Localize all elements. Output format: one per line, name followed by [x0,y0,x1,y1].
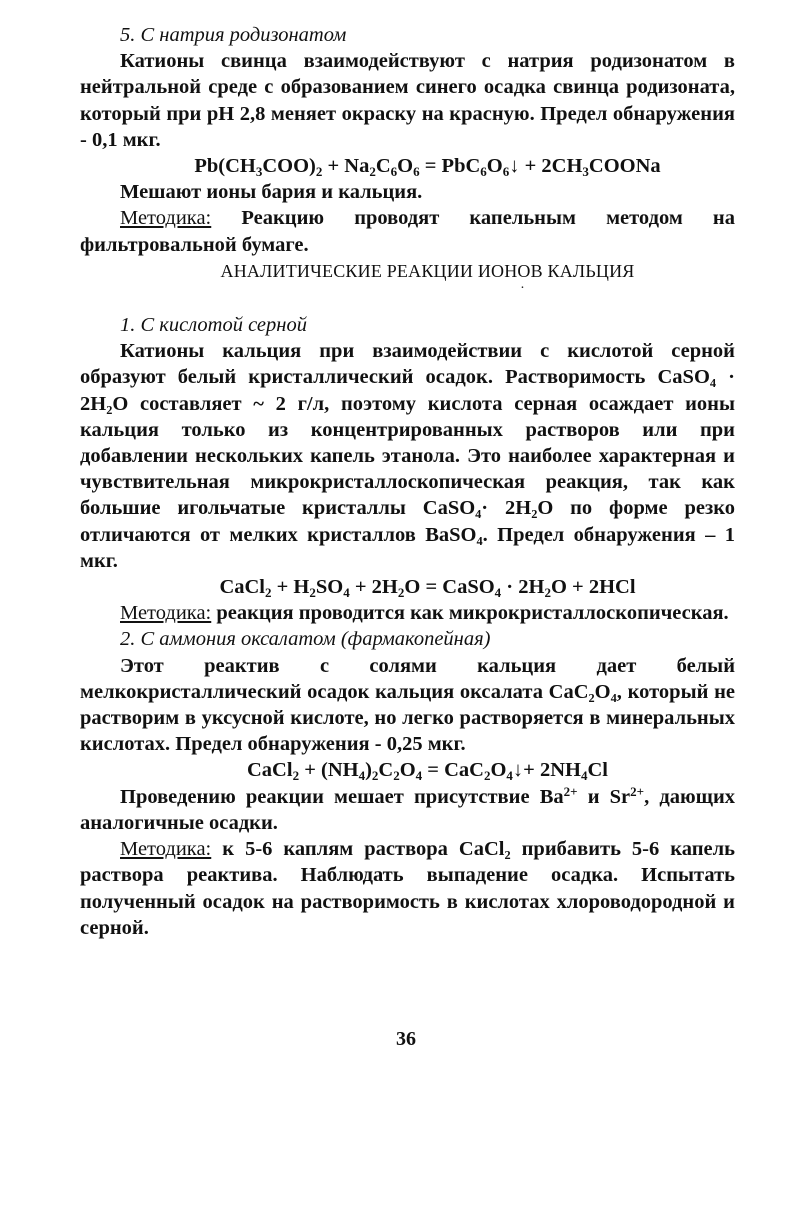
paragraph-method-rhodizonate [80,205,735,257]
equation-lead-rhodizonate: $Pb(CH_3COO)_2 + Na_2C_6O_6$ = $PbC_6O_6↓$ + $2CH_3COONa$ [194,155,661,180]
paragraph-method-oxalate [80,836,735,941]
stray-mark: · [520,281,525,297]
method-label: Методика: [120,602,212,625]
paragraph-interference-ba-sr [80,784,735,836]
section-title-calcium-reactions: АНАЛИТИЧЕСКИЕ РЕАКЦИИ ИОНОВ КАЛЬЦИЯ [220,260,635,281]
equation-calcium-oxalate: CaCl$_2$ + $(NH_4)_2C_2O_4$ = $CaC_2O_4↓+ 2NH_4Cl$ [247,759,608,784]
page-number: 36 [396,1028,416,1050]
equation-calcium-sulfate: CaCl$_2$ + $H_2SO_4 + 2H_2O$ = CaSO$_4$ · $2H_2O + 2HCl$ [219,576,636,601]
paragraph-interference-barium-calcium: Мешают ионы бария и кальция. [120,181,423,204]
section-heading-sulfuric-acid: 1. С кислотой серной [120,314,307,337]
paragraph-method-sulfuric [80,600,735,626]
text-fragment: , дающих аналогичные осадки. [80,785,736,834]
method-text: Реакцию проводят капельным методом на фильтровальной бумаге. [80,207,735,256]
paragraph-calcium-sulfuric: Катионы кальция при взаимодействии с кислотой серной образуют белый кристаллический осадок. Растворимость CaSO₄ · 2H₂O составляет ~ 2 г/л, поэтому кислота серная осаждает ионы кальция только из концентрированных растворов или при добавлении нескольких капель этанола. Это наиболее характерная и чувствительная микрокристаллоскопическая реакция, так как большие игольчатые кристаллы CaSO₄· 2H₂O по форме резко отличаются от мелких кристаллов BaSO₄. Предел обнаружения – 1 мкг. [80,340,735,572]
method-text: реакция проводится как микрокристаллоскопическая. [211,602,729,625]
method-label: Методика: [120,207,212,230]
charge-superscript: 2+ [630,783,645,799]
text-fragment: и Sr [577,785,631,808]
paragraph-ammonium-oxalate: Этот реактив с солями кальция дает белый мелкокристаллический осадок кальция оксалата CaC₂O₄, который не растворим в уксусной кислоте, но легко растворяется в минеральных кислотах. Предел обнаружения - 0,25 мкг. [80,654,735,756]
section-heading-ammonium-oxalate: 2. С аммония оксалатом (фармакопейная) [120,628,491,651]
text-fragment: Проведению реакции мешает присутствие Ba [120,785,564,808]
method-label: Методика: [120,838,212,861]
page-content [80,22,735,941]
charge-superscript: 2+ [563,783,578,799]
method-text: к 5-6 каплям раствора CaCl₂ прибавить 5-6 капель раствора реактива. Наблюдать выпадение осадка. Испытать полученный осадок на растворимость в кислотах хлороводородной и серной. [80,838,735,939]
section-heading-sodium-rhodizonate: 5. С натрия родизонатом [120,24,347,46]
paragraph-lead-rhodizonate: Катионы свинца взаимодействуют с натрия родизонатом в нейтральной среде с образованием синего осадка свинца родизоната, который при pH 2,8 меняет окраску на красную. Предел обнаружения - 0,1 мкг. [80,50,735,151]
